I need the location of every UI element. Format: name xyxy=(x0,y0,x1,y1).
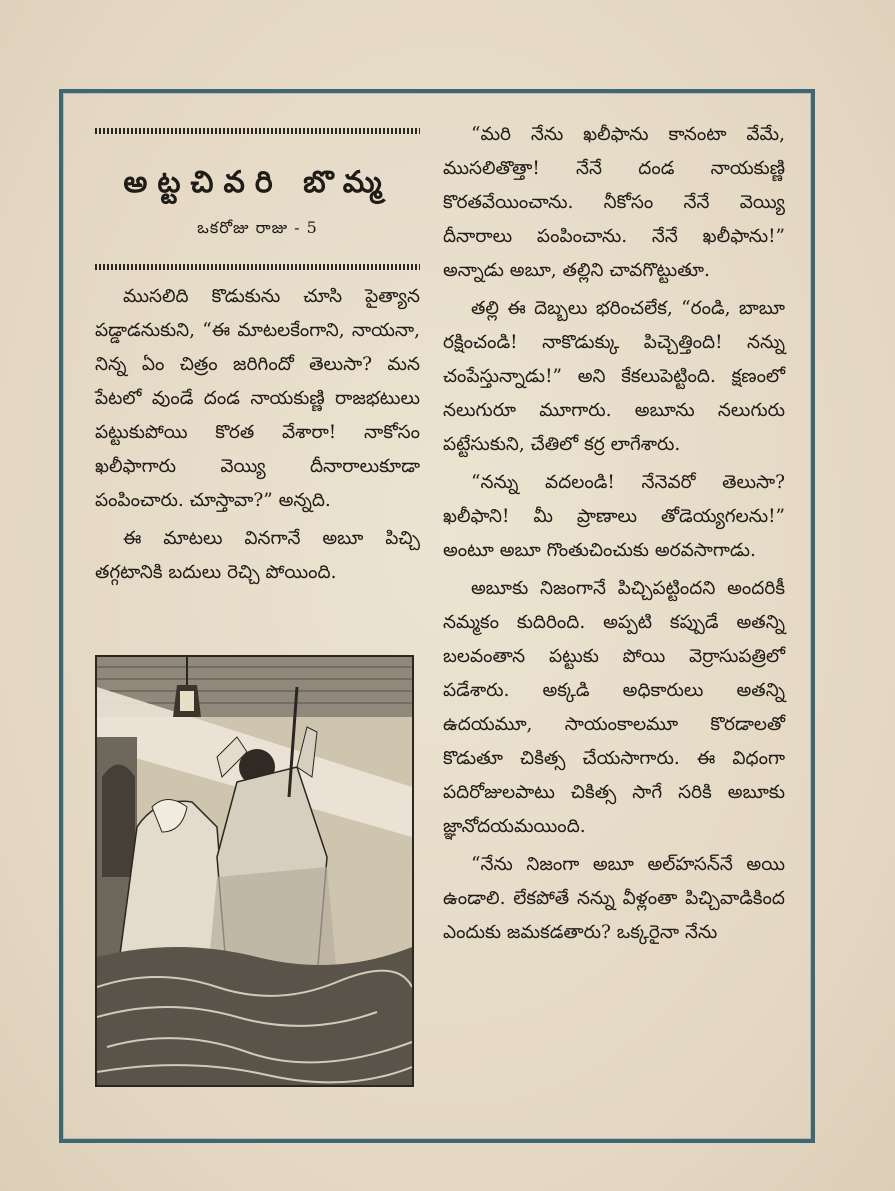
story-illustration xyxy=(95,655,414,1087)
illustration-drawing xyxy=(97,657,412,1085)
paragraph: “నన్ను వదలండి! నేనెవరో తెలుసా? ఖలీఫాని! మీ ప్రాణాలు తోడెయ్యగలను!” అంటూ అబూ గొంతుచించుకు అరవసాగాడు. xyxy=(443,472,785,561)
paragraph: ఈ మాటలు వినగానే అబూ పిచ్చి తగ్గటానికి బదులు రెచ్చి పోయింది. xyxy=(95,528,420,583)
story-title: అట్టచివరి బొమ్మ xyxy=(123,165,392,200)
paragraph: “నేను నిజంగా అబూ అల్‌హసన్‌నే అయి ఉండాలి. లేకపోతే నన్ను వీళ్లంతా పిచ్చివాడికింద ఎందుకు జమకడతారు? ఒక్కరైనా నేను xyxy=(443,854,785,943)
paragraph: తల్లి ఈ దెబ్బలు భరించలేక, “రండి, బాబూ రక్షించండి! నాకొడుక్కు పిచ్చెత్తింది! నన్ను చంపేస్తున్నాడు!” అని కేకలుపెట్టింది. క్షణంలో నలుగురూ మూగారు. అబూను నలుగురు పట్టేసుకుని, చేతిలో కర్ర లాగేశారు. xyxy=(443,298,785,455)
paragraph: “మరి నేను ఖలీఫాను కానంటా వేమే, ముసలితొత్తా! నేనే దండ నాయకుణ్ణి కొరతవేయించాను. నీకోసం నేనే వెయ్యి దీనారాలు పంపించాను. నేనే ఖలీఫాను!” అన్నాడు అబూ, తల్లిని చావగొట్టుతూ. xyxy=(443,124,785,281)
title-block xyxy=(95,144,420,254)
bottom-divider xyxy=(95,264,420,270)
story-subtitle: ఒకరోజు రాజు - 5 xyxy=(197,218,318,237)
top-divider xyxy=(95,128,420,134)
paragraph: అబూకు నిజంగానే పిచ్చిపట్టిందని అందరికీ నమ్మకం కుదిరింది. అప్పటి కప్పుడే అతన్ని బలవంతాన పట్టుకు పోయి వెర్రాసుపత్రిలో పడేశారు. అక్కడి అధికారులు అతన్ని ఉదయమూ, సాయంకాలమూ కొరడాలతో కొడుతూ చికిత్స చేయసాగారు. ఈ విధంగా పదిరోజులపాటు చికిత్స సాగే సరికి అబూకు జ్ఞానోదయమయింది. xyxy=(443,578,785,837)
right-column xyxy=(443,118,785,950)
paragraph: ముసలిది కొడుకును చూసి పైత్యాన పడ్డాడనుకుని, “ఈ మాటలకేంగాని, నాయనా, నిన్న ఏం చిత్రం జరిగిందో తెలుసా? మన పేటలో వుండే దండ నాయకుణ్ణి రాజభటులు పట్టుకుపోయి కొరత వేశారా! నాకోసం ఖలీఫాగారు వెయ్యి దీనారాలుకూడా పంపించారు. చూస్తావా?” అన్నది. xyxy=(95,286,420,511)
left-column xyxy=(95,118,420,590)
